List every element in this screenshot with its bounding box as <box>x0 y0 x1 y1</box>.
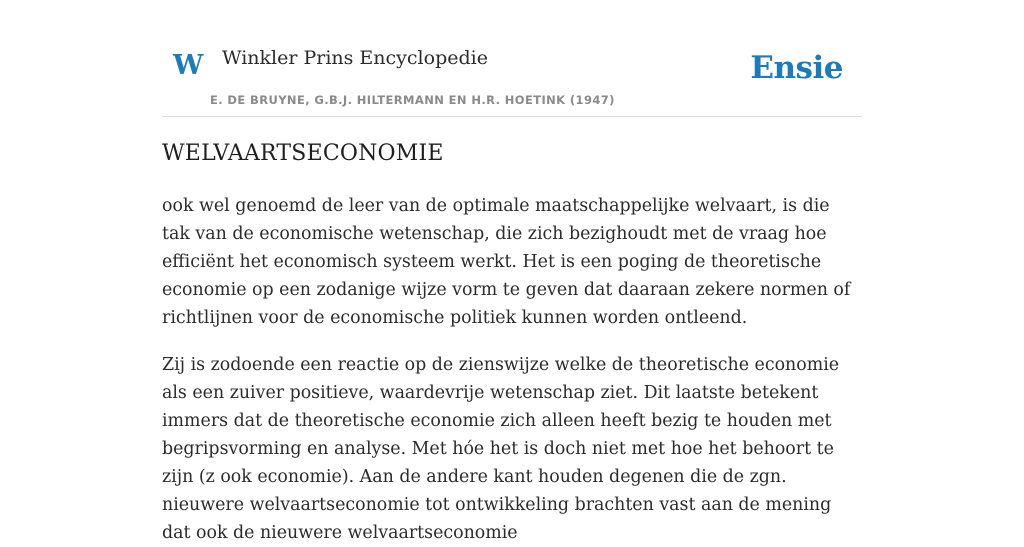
article-title: WELVAARTSECONOMIE <box>162 141 444 166</box>
logo-letter[interactable]: W <box>173 50 204 81</box>
article-content <box>162 140 862 547</box>
authors-line: E. DE BRUYNE, G.B.J. HILTERMANN EN H.R. HOETINK (1947) <box>210 93 615 107</box>
site-header <box>162 0 862 117</box>
site-title[interactable]: Winkler Prins Encyclopedie <box>222 47 488 69</box>
brand-logo[interactable]: Ensie <box>750 50 843 86</box>
article-paragraph: ook wel genoemd de leer van de optimale maatschappelijke welvaart, is die tak van de economische wetenschap, die zich bezighoudt met de vraag hoe efficiënt het economisch systeem werkt. Het is een poging de theoretische economie op een zodanige wijze vorm te geven dat daaraan zekere normen of richtlijnen voor de economische politiek kunnen worden ontleend. <box>162 195 851 328</box>
article-paragraph: Zij is zodoende een reactie op de zienswijze welke de theoretische economie als een zuiver positieve, waardevrije wetenschap ziet. Dit laatste betekent immers dat de theoretische economie zich alleen heeft bezig te houden met begripsvorming en analyse. Met hóe het is doch niet met hoe het behoort te zijn (z ook economie). Aan de andere kant houden degenen die de zgn. nieuwere welvaartseconomie tot ontwikkeling brachten vast aan de mening dat ook de nieuwere welvaartseconomie <box>162 354 840 543</box>
